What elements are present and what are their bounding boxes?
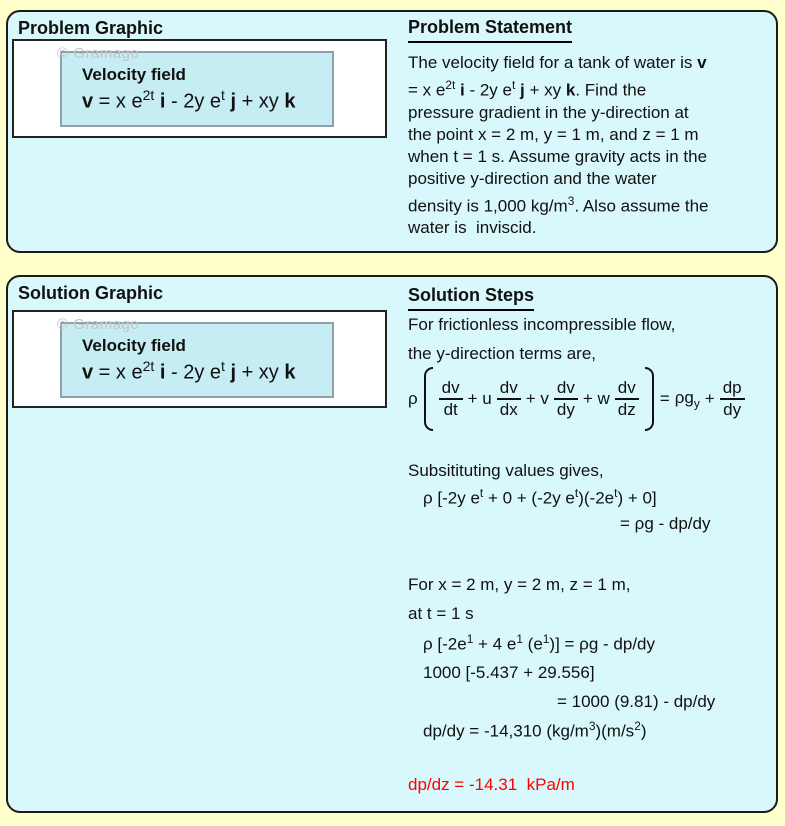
watermark-text: © Gramago: [57, 45, 140, 62]
problem-statement-heading: Problem Statement: [408, 17, 572, 43]
problem-panel: [6, 10, 778, 253]
momentum-equation: [408, 365, 745, 433]
problem-graphic-title: Problem Graphic: [18, 18, 164, 38]
velocity-field-label: Velocity field: [82, 65, 186, 84]
substitution-heading: Subsitituting values gives,: [408, 461, 604, 480]
values-line: For x = 2 m, y = 2 m, z = 1 m,: [408, 575, 631, 594]
substitution-line: ρ [-2y $e^t + 0 + (-2y$ $e^t)(-2e^t) + 0$]: [423, 486, 657, 508]
rho-symbol: ρ: [408, 389, 418, 408]
problem-statement-line: = x $e^{2t}$ i - 2y $e^t$ j + xy k. Find the: [408, 78, 647, 100]
solution-steps-heading: Solution Steps: [408, 285, 534, 311]
substitution-line: = ρg - dp/dy: [620, 514, 711, 533]
problem-statement-line: the point x = 2 m, y = 1 m, and z = 1 m: [408, 124, 699, 144]
solution-graphic-title: Solution Graphic: [18, 283, 164, 303]
values-line: dp/dy = -14,310 $(kg/m^3)(m/s^2)$: [423, 719, 647, 741]
fraction-dv-dx: $\frac{dv}{dx}$: [497, 378, 521, 421]
solution-intro-line: For frictionless incompressible flow,: [408, 315, 676, 334]
operator: + v: [525, 389, 549, 408]
problem-statement-line: density is 1,000 $kg/m^3$. Also assume the: [408, 193, 709, 216]
left-bracket: [424, 367, 433, 431]
fraction-dv-dt: $\frac{dv}{dt}$: [439, 378, 463, 421]
fraction-dv-dy: $\frac{dv}{dy}$: [554, 378, 578, 421]
plus-sign: +: [704, 389, 715, 408]
problem-statement-text: [408, 52, 776, 239]
watermark-text: © Gramago: [57, 316, 140, 333]
problem-statement-line: positive y-direction and the water: [408, 168, 657, 188]
rho-g-term: $\rho g_y$: [674, 387, 700, 411]
fraction-dv-dz: $\frac{dv}{dz}$: [615, 378, 639, 421]
values-line: 1000 [-5.437 + 29.556]: [423, 663, 595, 682]
operator: + w: [582, 389, 610, 408]
right-bracket: [645, 367, 654, 431]
operator: + u: [467, 389, 492, 408]
values-line: ρ [$-2e^1 + 4$ $e^1$ $(e^1)] = \rho g - dp/dy$: [423, 632, 655, 654]
solution-intro-line: the y-direction terms are,: [408, 344, 597, 363]
problem-graphic-box: [12, 39, 387, 138]
velocity-field-equation: v = x $e^{2t}$ i - 2y $e^t$ j + xy k: [82, 358, 296, 384]
problem-statement-line: when t = 1 s. Assume gravity acts in the: [408, 146, 708, 166]
solution-graphic-box: [12, 310, 387, 408]
velocity-field-box: [60, 322, 334, 398]
solution-panel: [6, 275, 778, 813]
problem-statement-line: pressure gradient in the y-direction at: [408, 102, 689, 122]
velocity-field-label: Velocity field: [82, 336, 186, 355]
final-answer: dp/dz = -14.31 kPa/m: [408, 775, 575, 794]
values-line: at t = 1 s: [408, 604, 474, 623]
velocity-field-equation: v = x $e^{2t}$ i - 2y $e^t$ j + xy k: [82, 87, 296, 113]
problem-statement-line: The velocity field for a tank of water is v: [408, 53, 707, 72]
fraction-dp-dy: $\frac{dp}{dy}$: [720, 378, 745, 421]
velocity-field-box: [60, 51, 334, 127]
equals-sign: =: [659, 389, 670, 408]
values-line: = 1000 (9.81) - dp/dy: [557, 692, 716, 711]
problem-statement-line: water is inviscid.: [408, 218, 537, 238]
